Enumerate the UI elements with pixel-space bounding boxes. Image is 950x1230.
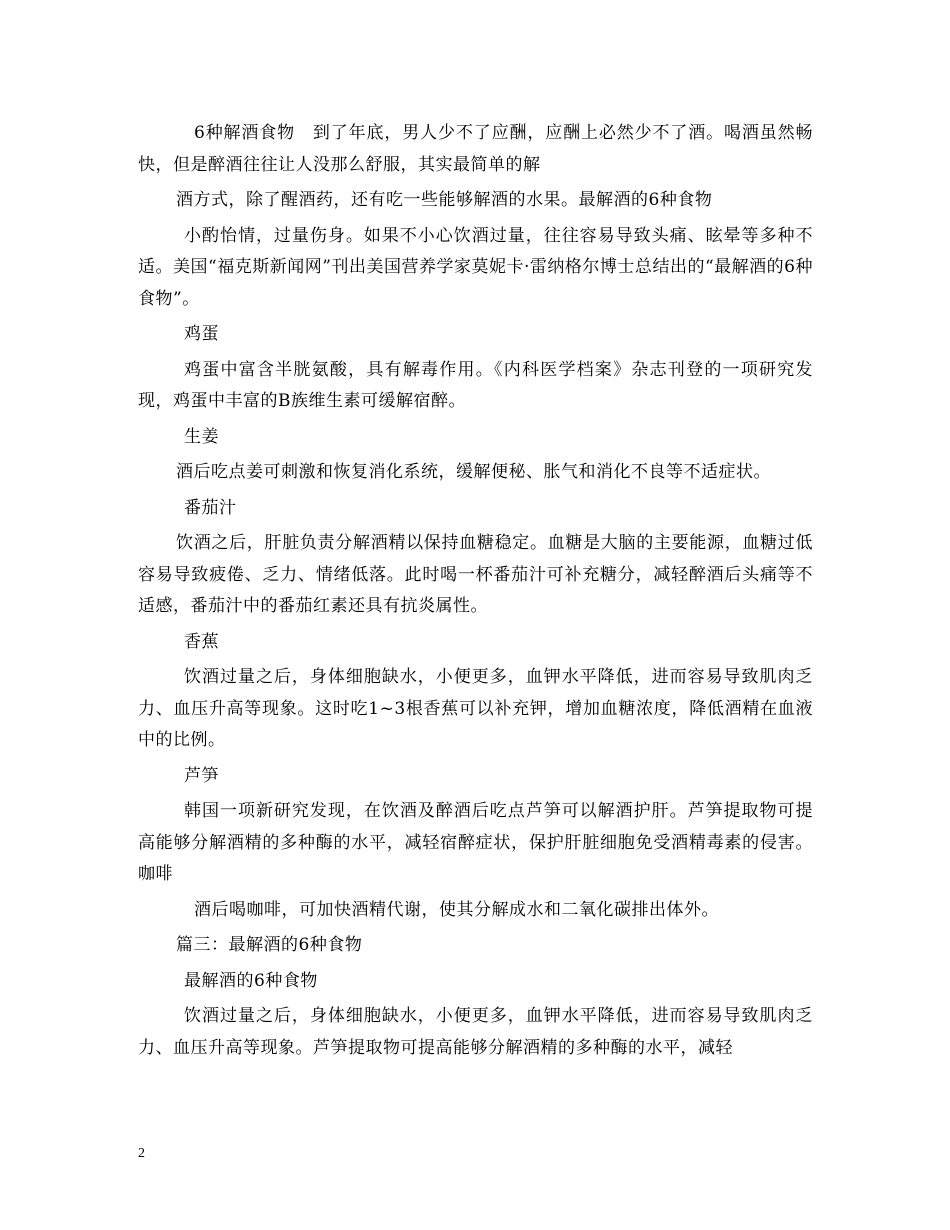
- paragraph-asparagus: 韩国一项新研究发现，在饮酒及醉酒后吃点芦笋可以解酒护肝。芦笋提取物可提高能够分解酒精的多种酶的水平，减轻宿醉症状，保护肝脏细胞免受酒精毒素的侵害。咖啡: [138, 801, 813, 884]
- heading-banana: 香蕉: [184, 631, 219, 652]
- section-paragraph: 饮酒过量之后，身体细胞缺水，小便更多，血钾水平降低，进而容易导致肌肉乏力、血压升高等现象。芦笋提取物可提高能够分解酒精的多种酶的水平，减轻: [138, 1006, 813, 1058]
- heading-asparagus: 芦笋: [184, 765, 219, 786]
- paragraph-banana: 饮酒过量之后，身体细胞缺水，小便更多，血钾水平降低，进而容易导致肌肉乏力、血压升高等现象。这时吃1~3根香蕉可以补充钾，增加血糖浓度，降低酒精在血液中的比例。: [138, 667, 813, 750]
- paragraph-egg: 鸡蛋中富含半胱氨酸，具有解毒作用。《内科医学档案》杂志刊登的一项研究发现，鸡蛋中丰富的B族维生素可缓解宿醉。: [138, 359, 813, 411]
- heading-tomato-juice: 番茄汁: [184, 497, 237, 518]
- page-number: 2: [138, 1146, 145, 1161]
- section-subtitle: 最解酒的6种食物: [184, 970, 318, 991]
- paragraph-coffee: 酒后喝咖啡，可加快酒精代谢，使其分解成水和二氧化碳排出体外。: [194, 899, 719, 920]
- paragraph-tomato-juice: 饮酒之后，肝脏负责分解酒精以保持血糖稳定。血糖是大脑的主要能源，血糖过低容易导致疲倦、乏力、情绪低落。此时喝一杯番茄汁可补充糖分，减轻醉酒后头痛等不适感，番茄汁中的番茄红素还具有抗炎属性。: [138, 533, 813, 616]
- heading-ginger: 生姜: [184, 426, 219, 447]
- intro-paragraph: 6种解酒食物 到了年底，男人少不了应酬，应酬上必然少不了酒。喝酒虽然畅快，但是醉酒往往让人没那么舒服，其实最简单的解: [138, 123, 813, 175]
- heading-egg: 鸡蛋: [184, 324, 219, 344]
- section-title: 篇三：最解酒的6种食物: [176, 935, 363, 955]
- paragraph-ginger: 酒后吃点姜可刺激和恢复消化系统，缓解便秘、胀气和消化不良等不适症状。: [176, 462, 771, 482]
- intro-continuation: 酒方式，除了醒酒药，还有吃一些能够解酒的水果。最解酒的6种食物: [176, 190, 713, 210]
- overview-paragraph: 小酌怡情，过量伤身。如果不小心饮酒过量，往往容易导致头痛、眩晕等多种不适。美国“福克斯新闻网”刊出美国营养学家莫妮卡·雷纳格尔博士总结出的“最解酒的6种食物”。: [138, 225, 813, 309]
- document-body: [138, 118, 813, 1068]
